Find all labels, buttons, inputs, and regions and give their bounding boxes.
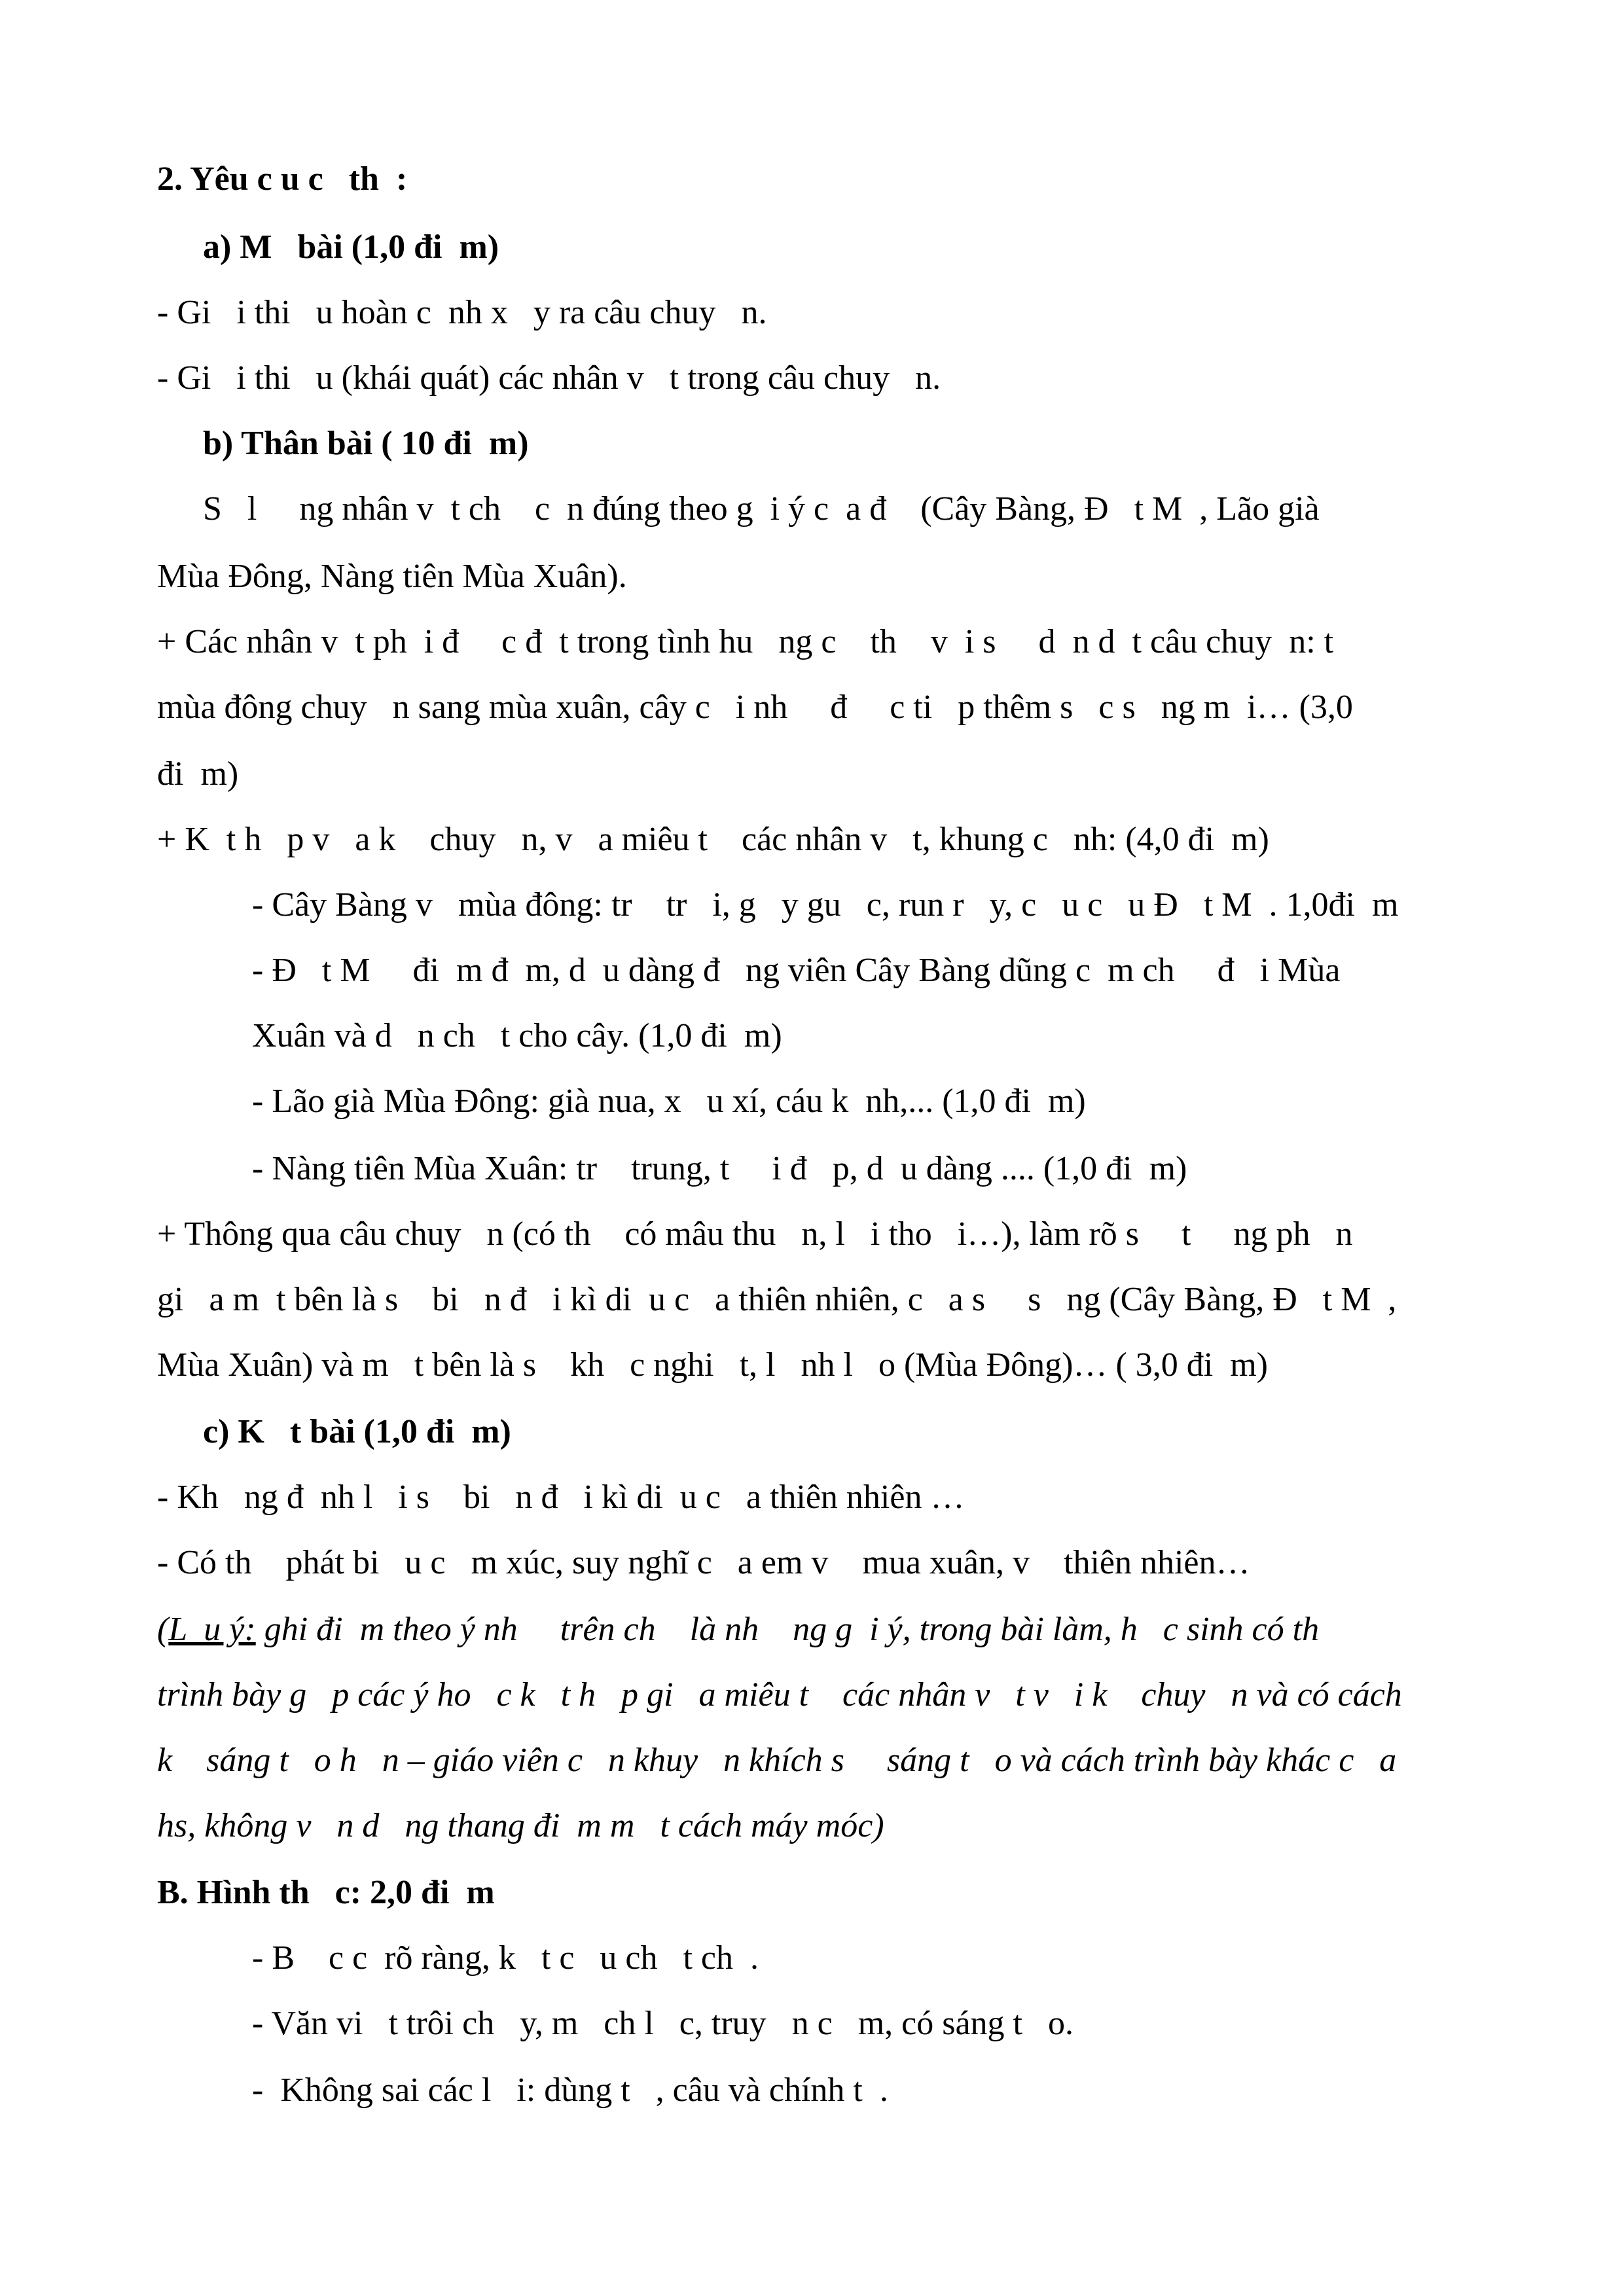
conclusion-line-1: - Kh ng đ nh l i s bi n đ i kì di u c a thiên nhiên … [157,1479,965,1516]
section-b-heading: B. Hình th c: 2,0 đi m [157,1874,495,1911]
intro-line-1: - Gi i thi u hoàn c nh x y ra câu chuy n. [157,294,767,331]
note-line-3: k sáng t o h n – giáo viên c n khuy n khích s sáng t o và cách trình bày khác c a [157,1742,1397,1779]
body-detail-4: - Nàng tiên Mùa Xuân: tr trung, t i đ p, d u dàng .... (1,0 đi m) [252,1150,1187,1187]
body-point-3-line-1: + Thông qua câu chuy n (có th có mâu thu n, l i tho i…), làm rõ s t ng ph n [157,1215,1353,1253]
body-intro-line-1: S l ng nhân v t ch c n đúng theo g i ý c a đ (Cây Bàng, Đ t M , Lão già [203,490,1320,528]
note-open-paren: ( [157,1611,169,1648]
body-point-1-line-3: đi m) [157,755,239,793]
note-line-2: trình bày g p các ý ho c k t h p gi a miêu t các nhân v t v i k chuy n và có cách [157,1676,1402,1713]
note-line-4: hs, không v n d ng thang đi m m t cách máy móc) [157,1807,884,1844]
form-criterion-3: - Không sai các l i: dùng t , câu và chính t . [252,2072,888,2109]
body-heading: b) Thân bài ( 10 đi m) [203,425,529,462]
body-detail-3: - Lão già Mùa Đông: già nua, x u xí, cáu k nh,... (1,0 đi m) [252,1083,1086,1120]
body-intro-line-2: Mùa Đông, Nàng tiên Mùa Xuân). [157,558,627,595]
form-criterion-2: - Văn vi t trôi ch y, m ch l c, truy n c m, có sáng t o. [252,2005,1074,2042]
intro-line-2: - Gi i thi u (khái quát) các nhân v t trong câu chuy n. [157,359,941,397]
form-criterion-1: - B c c rõ ràng, k t c u ch t ch . [252,1939,759,1977]
body-point-3-line-2: gi a m t bên là s bi n đ i kì di u c a thiên nhiên, c a s s ng (Cây Bàng, Đ t M , [157,1281,1397,1318]
section-2-heading: 2. Yêu c u c th : [157,160,408,198]
body-point-1-line-1: + Các nhân v t ph i đ c đ t trong tình hu ng c th v i s d n d t câu chuy n: t [157,623,1334,660]
conclusion-heading: c) K t bài (1,0 đi m) [203,1413,511,1450]
body-detail-2-line-2: Xuân và d n ch t cho cây. (1,0 đi m) [252,1017,782,1054]
body-point-3-line-3: Mùa Xuân) và m t bên là s kh c nghi t, l nh l o (Mùa Đông)… ( 3,0 đi m) [157,1346,1268,1384]
body-point-1-line-2: mùa đông chuy n sang mùa xuân, cây c i nh đ c ti p thêm s c s ng m i… (3,0 [157,689,1353,726]
body-detail-2-line-1: - Đ t M đi m đ m, d u dàng đ ng viên Cây Bàng dũng c m ch đ i Mùa [252,952,1341,989]
conclusion-line-2: - Có th phát bi u c m xúc, suy nghĩ c a em v mua xuân, v thiên nhiên… [157,1544,1250,1581]
note-text: ghi đi m theo ý nh trên ch là nh ng g i ý, trong bài làm, h c sinh có th [255,1611,1320,1648]
intro-heading: a) M bài (1,0 đi m) [203,228,499,266]
note-line-1 [157,1613,1319,1647]
note-label: L u ý: [168,1611,256,1648]
body-point-2: + K t h p v a k chuy n, v a miêu t các nhân v t, khung c nh: (4,0 đi m) [157,821,1269,858]
body-detail-1: - Cây Bàng v mùa đông: tr tr i, g y gu c, run r y, c u c u Đ t M . 1,0đi m [252,886,1399,924]
